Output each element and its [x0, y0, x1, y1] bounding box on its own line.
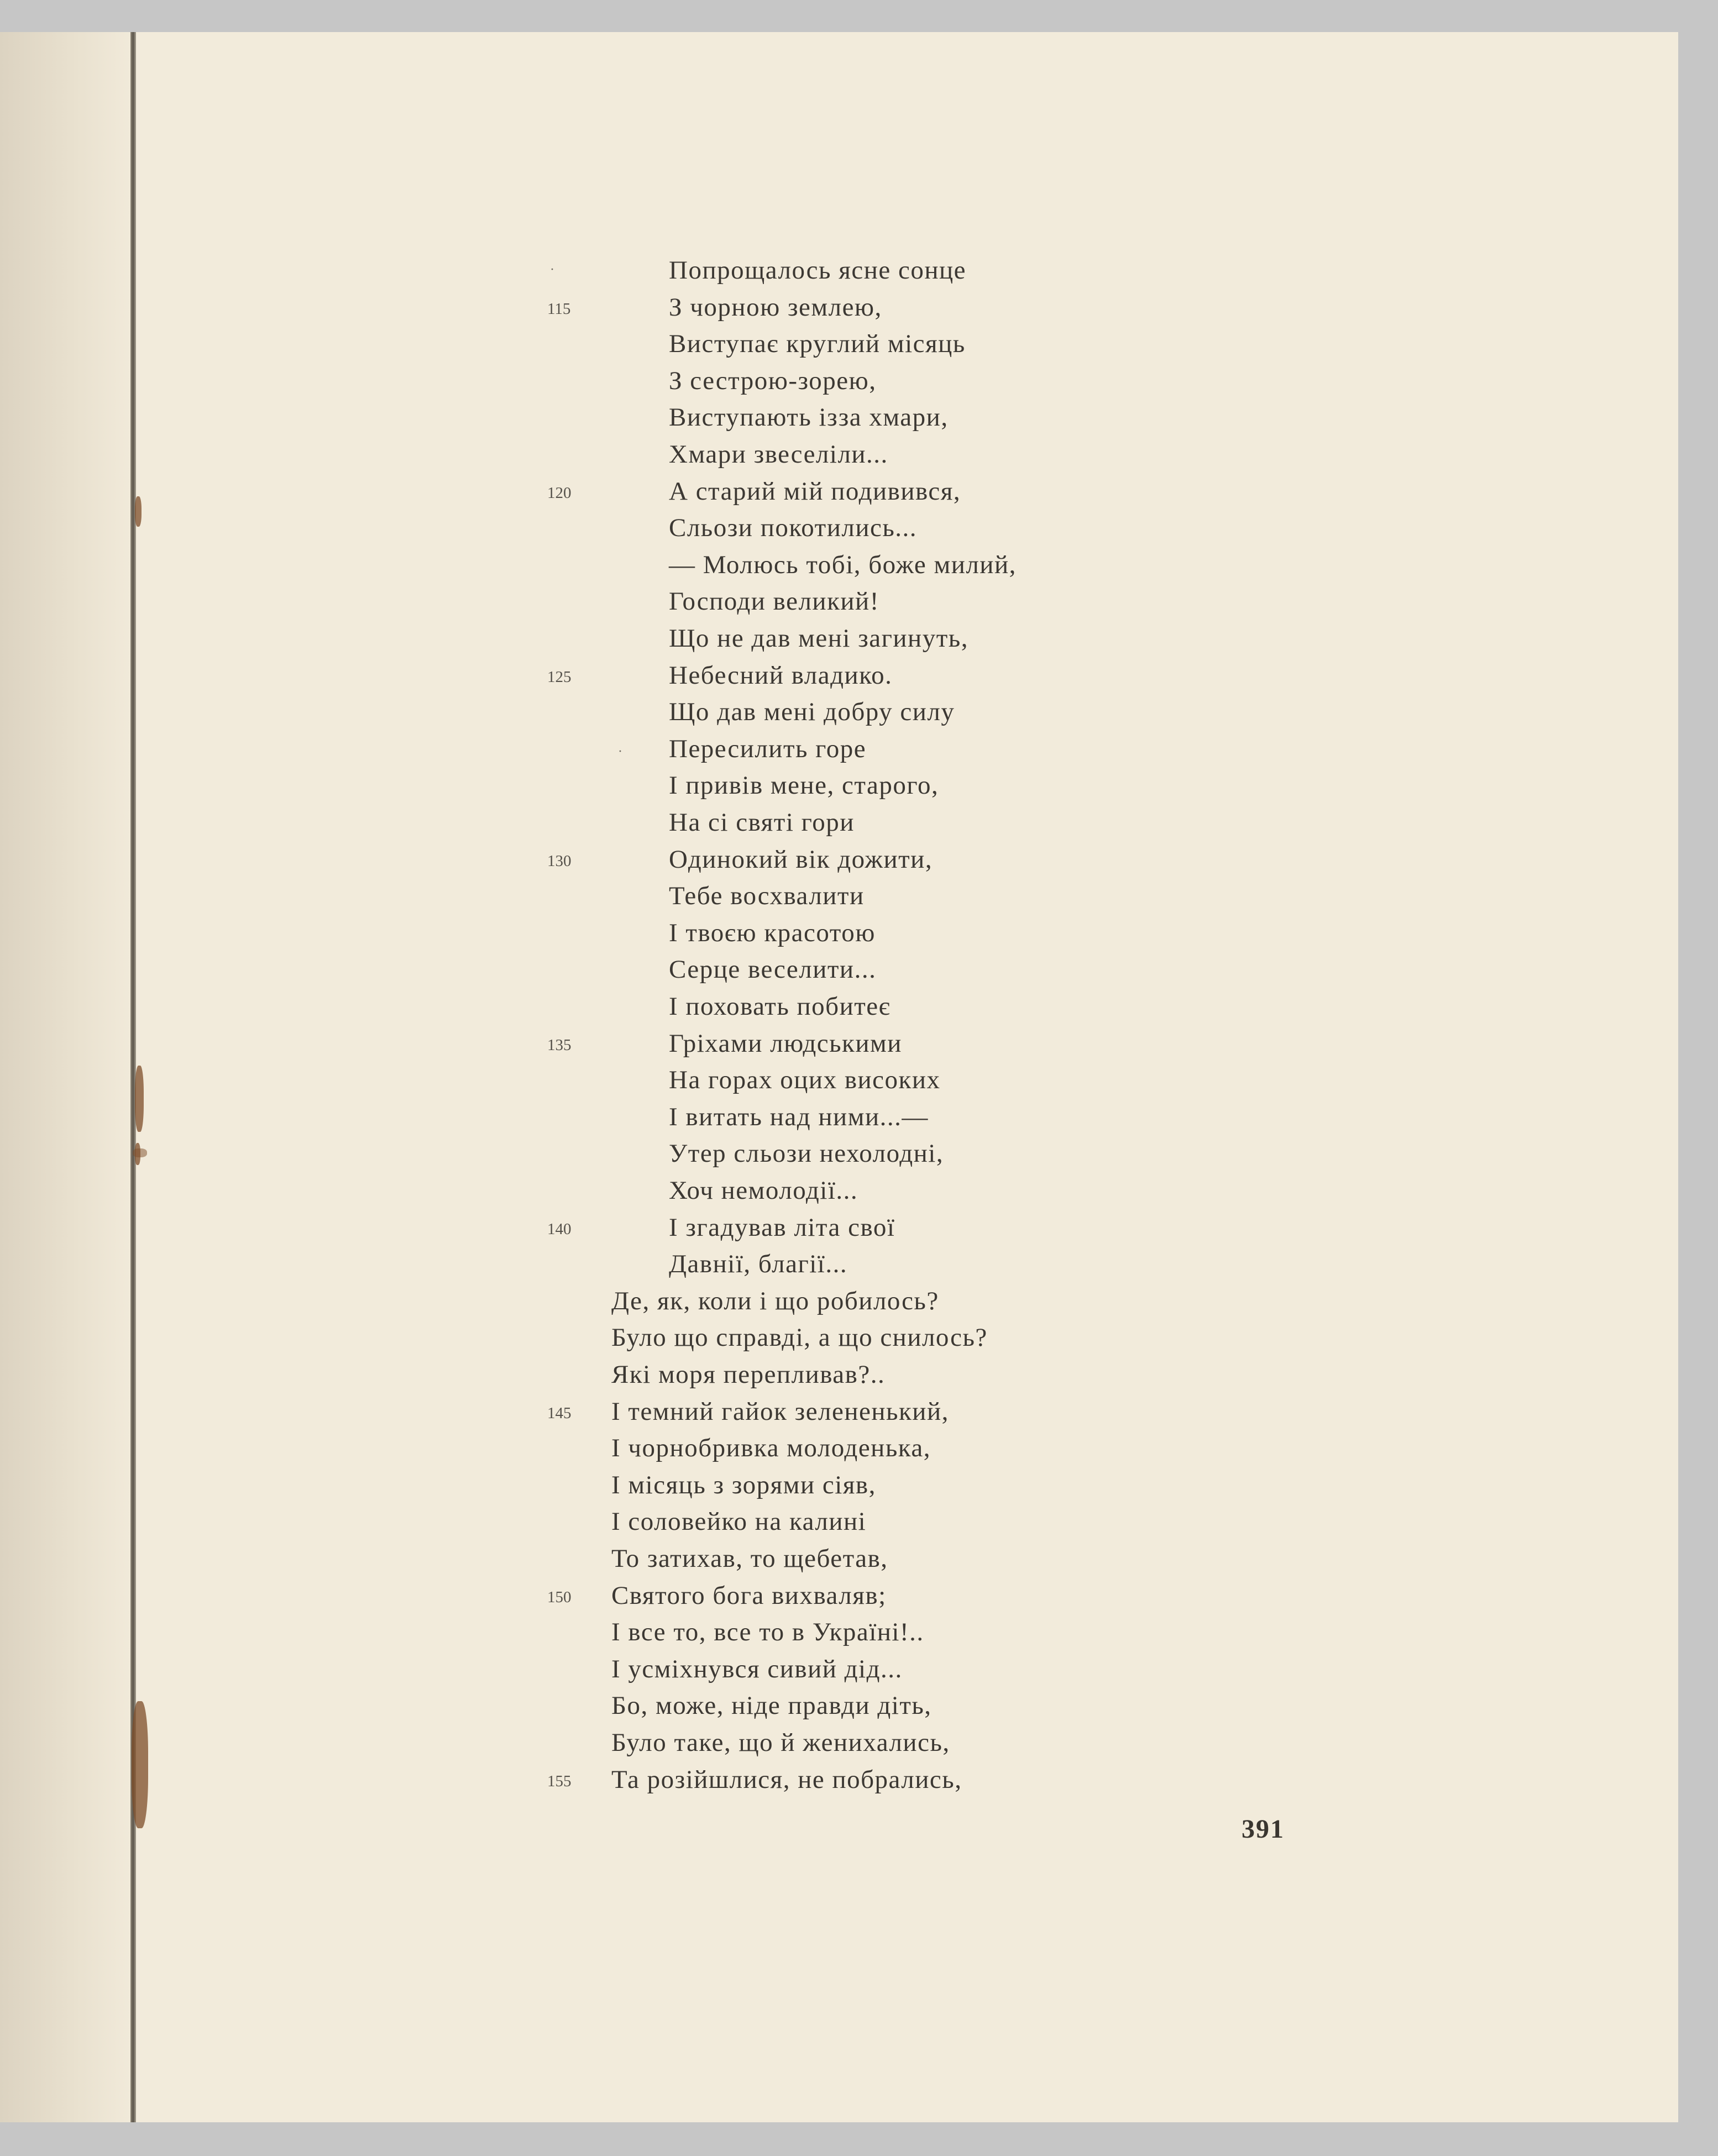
poem-line: — Молюсь тобі, боже милий, — [669, 550, 1017, 579]
poem-line: Небесний владико. — [669, 660, 893, 690]
poem-text — [0, 32, 1678, 2122]
poem-line: Серце веселити... — [669, 955, 877, 984]
poem-line: І згадував літа свої — [669, 1213, 895, 1242]
line-number: 130 — [547, 852, 572, 870]
line-number: 135 — [547, 1036, 572, 1054]
poem-line: На горах оцих високих — [669, 1066, 941, 1095]
poem-line: Святого бога вихваляв; — [611, 1581, 887, 1610]
poem-line: Що не дав мені загинуть, — [669, 624, 968, 653]
poem-line: І місяць з зорями сіяв, — [611, 1470, 876, 1499]
poem-line: І поховать побитеє — [669, 992, 891, 1021]
poem-line: Сльози покотились... — [669, 513, 918, 543]
line-number: 145 — [547, 1404, 572, 1422]
poem-line: А старий мій подивився, — [669, 476, 961, 506]
poem-line: І темний гайок зелененький, — [611, 1397, 949, 1426]
poem-line: Пересилить горе — [669, 734, 867, 763]
line-number: 150 — [547, 1588, 572, 1606]
stray-mark: · — [618, 744, 622, 759]
poem-line: Було таке, що й женихались, — [611, 1728, 950, 1757]
poem-line: Утер сльози нехолодні, — [669, 1139, 944, 1168]
poem-line: Було що справді, а що снилось? — [611, 1323, 988, 1352]
poem-line: Давнії, благії... — [669, 1250, 848, 1279]
poem-line: Хоч немолодії... — [669, 1176, 858, 1205]
poem-line: І соловейко на калині — [611, 1507, 867, 1536]
poem-line: На сі святі гори — [669, 808, 855, 837]
line-number: 120 — [547, 484, 572, 502]
stray-mark: · — [550, 263, 554, 277]
poem-line: Які моря перепливав?.. — [611, 1360, 886, 1389]
poem-line: З сестрою-зорею, — [669, 366, 877, 395]
poem-line: Попрощалось ясне сонце — [669, 256, 966, 285]
poem-line: І витать над ними...— — [669, 1102, 929, 1131]
poem-line: Виступає круглий місяць — [669, 329, 966, 359]
poem-line: То затихав, то щебетав, — [611, 1544, 888, 1573]
poem-line: І твоєю красотою — [669, 918, 876, 947]
poem-line: Та розійшлися, не побрались, — [611, 1765, 962, 1794]
line-number: 140 — [547, 1220, 572, 1238]
poem-line: Гріхами людськими — [669, 1029, 902, 1058]
poem-line: І усміхнувся сивий дід... — [611, 1654, 903, 1683]
poem-line: З чорною землею, — [669, 292, 882, 322]
poem-line: Бо, може, ніде правди діть, — [611, 1691, 932, 1720]
line-number: 125 — [547, 668, 572, 686]
poem-line: Що дав мені добру силу — [669, 697, 955, 727]
poem-line: Хмари звеселіли... — [669, 440, 888, 469]
poem-line: І привів мене, старого, — [669, 771, 939, 800]
line-number: 115 — [547, 300, 571, 318]
page-number: 391 — [1242, 1814, 1285, 1844]
poem-line: І все то, все то в Україні!.. — [611, 1618, 924, 1647]
poem-line: Одинокий вік дожити, — [669, 844, 933, 874]
poem-line: Де, як, коли і що робилось? — [611, 1286, 939, 1315]
poem-line: І чорнобривка молоденька, — [611, 1434, 931, 1463]
book-page — [0, 32, 1678, 2122]
line-number: 155 — [547, 1772, 572, 1790]
poem-line: Тебе восхвалити — [669, 882, 865, 911]
poem-line: Господи великий! — [669, 587, 879, 616]
poem-line: Виступають ізза хмари, — [669, 403, 949, 432]
